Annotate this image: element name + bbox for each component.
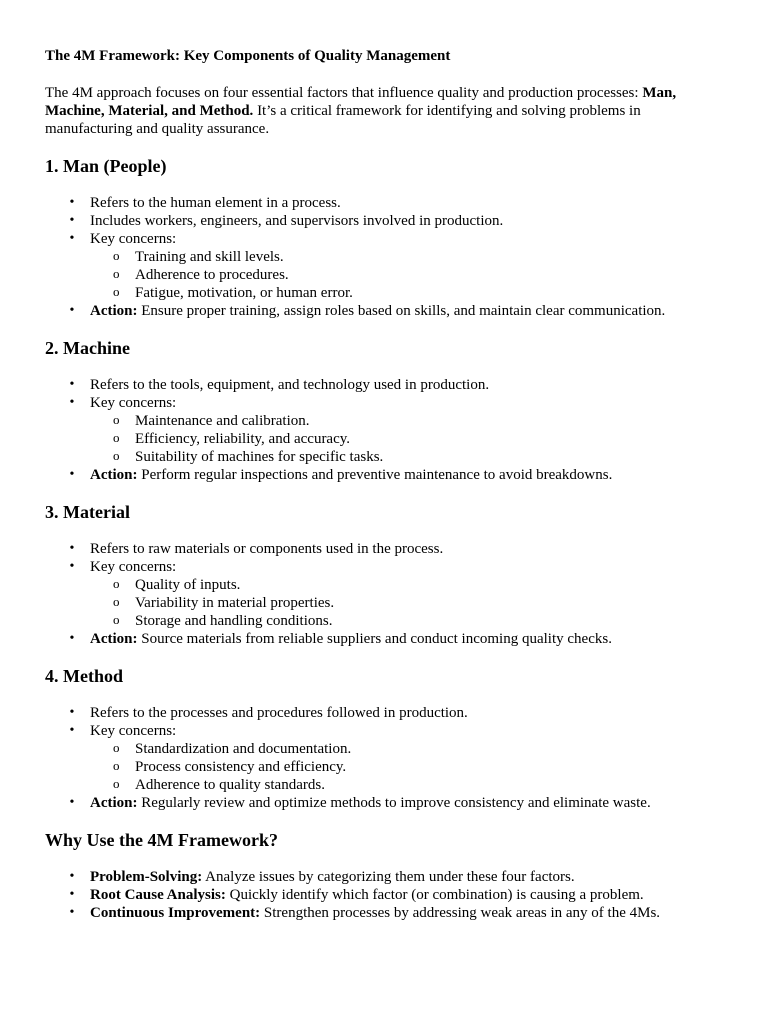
- sub-list-item: [90, 612, 723, 630]
- action-label: Action:: [90, 795, 138, 811]
- list-item: [45, 230, 723, 302]
- sub-list: [90, 248, 723, 302]
- bullet-icon: •: [69, 541, 75, 556]
- intro-paragraph: [45, 84, 723, 138]
- sub-list: [90, 412, 723, 466]
- sub-list: [90, 740, 723, 794]
- bullet-list: [45, 704, 723, 812]
- circle-bullet-icon: o: [113, 758, 120, 773]
- bullet-icon: •: [69, 631, 75, 646]
- bullet-icon: •: [69, 559, 75, 574]
- list-item-action: [45, 794, 723, 812]
- action-text: Source materials from reliable suppliers and conduct incoming quality checks.: [137, 631, 612, 647]
- list-item-action: [45, 630, 723, 648]
- sub-list-item-text: Storage and handling conditions.: [135, 613, 333, 629]
- sub-list-item-text: Standardization and documentation.: [135, 741, 352, 757]
- list-item: [45, 194, 723, 212]
- list-item-text: Includes workers, engineers, and supervisors involved in production.: [90, 213, 504, 229]
- bullet-icon: •: [69, 195, 75, 210]
- list-item: [45, 904, 723, 922]
- section-why: [45, 830, 723, 922]
- bullet-list: [45, 868, 723, 922]
- list-item-action: [45, 302, 723, 320]
- action-text: Ensure proper training, assign roles based on skills, and maintain clear communication.: [137, 303, 666, 319]
- item-text: Strengthen processes by addressing weak areas in any of the 4Ms.: [260, 905, 661, 921]
- intro-text: The 4M approach focuses on four essential factors that influence quality and production processes:: [45, 85, 643, 101]
- sub-list-item: [90, 448, 723, 466]
- sub-list-item-text: Training and skill levels.: [135, 249, 284, 265]
- sub-list-item: [90, 740, 723, 758]
- list-item: [45, 868, 723, 886]
- sub-list-item-text: Quality of inputs.: [135, 577, 241, 593]
- bullet-list: [45, 540, 723, 648]
- section-heading: Why Use the 4M Framework?: [45, 830, 278, 850]
- bullet-list: [45, 376, 723, 484]
- bullet-icon: •: [69, 869, 75, 884]
- sub-list-item: [90, 594, 723, 612]
- list-item: [45, 704, 723, 722]
- sub-list-item: [90, 430, 723, 448]
- item-label: Continuous Improvement:: [90, 905, 261, 921]
- bullet-icon: •: [69, 905, 75, 920]
- section-material: [45, 502, 723, 648]
- section-method: [45, 666, 723, 812]
- bullet-icon: •: [69, 887, 75, 902]
- action-label: Action:: [90, 467, 138, 483]
- list-item-text: Key concerns:: [90, 559, 177, 575]
- sub-list-item-text: Variability in material properties.: [135, 595, 335, 611]
- circle-bullet-icon: o: [113, 430, 120, 445]
- action-label: Action:: [90, 631, 138, 647]
- bullet-icon: •: [69, 231, 75, 246]
- action-label: Action:: [90, 303, 138, 319]
- action-text: Regularly review and optimize methods to improve consistency and eliminate waste.: [137, 795, 651, 811]
- sub-list-item: [90, 284, 723, 302]
- action-text: Perform regular inspections and preventive maintenance to avoid breakdowns.: [137, 467, 613, 483]
- section-heading: 1. Man (People): [45, 156, 167, 176]
- circle-bullet-icon: o: [113, 266, 120, 281]
- sub-list-item: [90, 248, 723, 266]
- sub-list: [90, 576, 723, 630]
- bullet-icon: •: [69, 377, 75, 392]
- list-item-text: Key concerns:: [90, 395, 177, 411]
- list-item-text: Refers to the human element in a process.: [90, 195, 341, 211]
- circle-bullet-icon: o: [113, 576, 120, 591]
- bullet-icon: •: [69, 303, 75, 318]
- list-item-text: Refers to raw materials or components used in the process.: [90, 541, 444, 557]
- section-heading: 2. Machine: [45, 338, 130, 358]
- sub-list-item-text: Efficiency, reliability, and accuracy.: [135, 431, 351, 447]
- intro-text-end: It’s a critical framework for identifying and solving problems in manufacturing and quality assurance.: [45, 103, 641, 137]
- sub-list-item: [90, 758, 723, 776]
- item-text: Analyze issues by categorizing them under these four factors.: [202, 869, 575, 885]
- list-item: [45, 394, 723, 466]
- list-item-text: Key concerns:: [90, 723, 177, 739]
- circle-bullet-icon: o: [113, 248, 120, 263]
- list-item-text: Key concerns:: [90, 231, 177, 247]
- list-item: [45, 558, 723, 630]
- sub-list-item: [90, 576, 723, 594]
- circle-bullet-icon: o: [113, 612, 120, 627]
- circle-bullet-icon: o: [113, 448, 120, 463]
- sub-list-item-text: Maintenance and calibration.: [135, 413, 310, 429]
- list-item: [45, 540, 723, 558]
- list-item: [45, 376, 723, 394]
- circle-bullet-icon: o: [113, 284, 120, 299]
- sub-list-item: [90, 412, 723, 430]
- sub-list-item: [90, 266, 723, 284]
- circle-bullet-icon: o: [113, 412, 120, 427]
- sub-list-item-text: Adherence to procedures.: [135, 267, 289, 283]
- circle-bullet-icon: o: [113, 776, 120, 791]
- sub-list-item-text: Process consistency and efficiency.: [135, 759, 347, 775]
- bullet-icon: •: [69, 395, 75, 410]
- bullet-icon: •: [69, 795, 75, 810]
- sub-list-item: [90, 776, 723, 794]
- list-item-text: Refers to the tools, equipment, and technology used in production.: [90, 377, 490, 393]
- section-machine: [45, 338, 723, 484]
- list-item-action: [45, 466, 723, 484]
- sub-list-item-text: Fatigue, motivation, or human error.: [135, 285, 353, 301]
- list-item: [45, 722, 723, 794]
- bullet-icon: •: [69, 213, 75, 228]
- item-label: Root Cause Analysis:: [90, 887, 226, 903]
- item-text: Quickly identify which factor (or combination) is causing a problem.: [225, 887, 644, 903]
- list-item-text: Refers to the processes and procedures followed in production.: [90, 705, 468, 721]
- section-heading: 4. Method: [45, 666, 123, 686]
- section-man: [45, 156, 723, 320]
- circle-bullet-icon: o: [113, 594, 120, 609]
- bullet-list: [45, 194, 723, 320]
- document-title: The 4M Framework: Key Components of Quality Management: [45, 48, 451, 64]
- bullet-icon: •: [69, 723, 75, 738]
- sub-list-item-text: Suitability of machines for specific tasks.: [135, 449, 384, 465]
- list-item: [45, 212, 723, 230]
- list-item: [45, 886, 723, 904]
- bullet-icon: •: [69, 705, 75, 720]
- intro-bold-text: Man, Machine, Material, and Method.: [45, 85, 677, 119]
- bullet-icon: •: [69, 467, 75, 482]
- section-heading: 3. Material: [45, 502, 130, 522]
- circle-bullet-icon: o: [113, 740, 120, 755]
- item-label: Problem-Solving:: [90, 869, 203, 885]
- sub-list-item-text: Adherence to quality standards.: [135, 777, 325, 793]
